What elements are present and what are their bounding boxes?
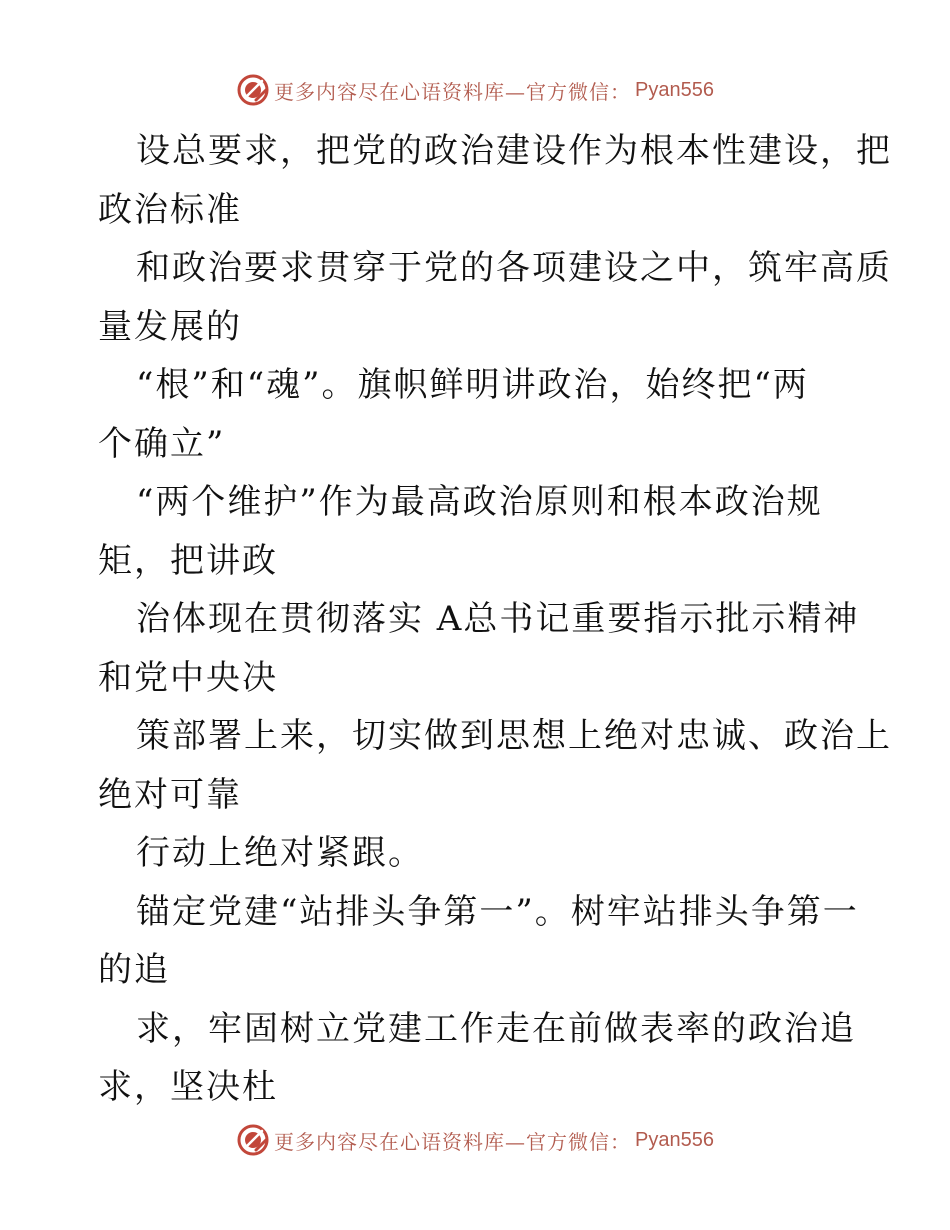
- red-seal-logo-icon: [236, 73, 270, 107]
- text-line: 锚定党建“站排头争第一”。树牢站排头争第一: [136, 891, 859, 932]
- text-line: 量发展的: [98, 306, 242, 347]
- header-watermark: [0, 70, 950, 110]
- watermark-text: 更多内容尽在心语资料库—官方微信：: [274, 79, 632, 104]
- text-line: 求，牢固树立党建工作走在前做表率的政治追: [136, 1008, 856, 1049]
- red-seal-logo-icon: [236, 1123, 270, 1157]
- text-line: 设总要求，把党的政治建设作为根本性建设，把: [136, 131, 892, 171]
- text-line: 行动上绝对紧跟。: [136, 833, 424, 873]
- text-line: 个确立”: [98, 423, 226, 464]
- text-line: 策部署上来，切实做到思想上绝对忠诚、政治上: [136, 716, 892, 756]
- text-line: 和政治要求贯穿于党的各项建设之中，筑牢高质: [136, 248, 892, 288]
- text-line: 矩，把讲政: [98, 540, 278, 581]
- text-line: 治体现在贯彻落实 A总书记重要指示批示精神: [136, 599, 860, 639]
- text-line: 求，坚决杜: [98, 1067, 278, 1107]
- text-line: “两个维护”作为最高政治原则和根本政治规: [136, 482, 823, 522]
- text-line: 的追: [98, 950, 170, 990]
- watermark-wechat-id: Pyan556: [635, 1128, 714, 1151]
- text-line: “根”和“魂”。旗帜鲜明讲政治，始终把“两: [136, 365, 809, 405]
- watermark-wechat-id: Pyan556: [635, 78, 714, 101]
- text-line: 和党中央决: [98, 657, 278, 698]
- text-line: 政治标准: [98, 189, 242, 230]
- watermark-text: 更多内容尽在心语资料库—官方微信：: [274, 1129, 632, 1154]
- footer-watermark: [0, 1120, 950, 1160]
- text-line: 绝对可靠: [98, 774, 242, 815]
- body-text: [98, 122, 892, 1117]
